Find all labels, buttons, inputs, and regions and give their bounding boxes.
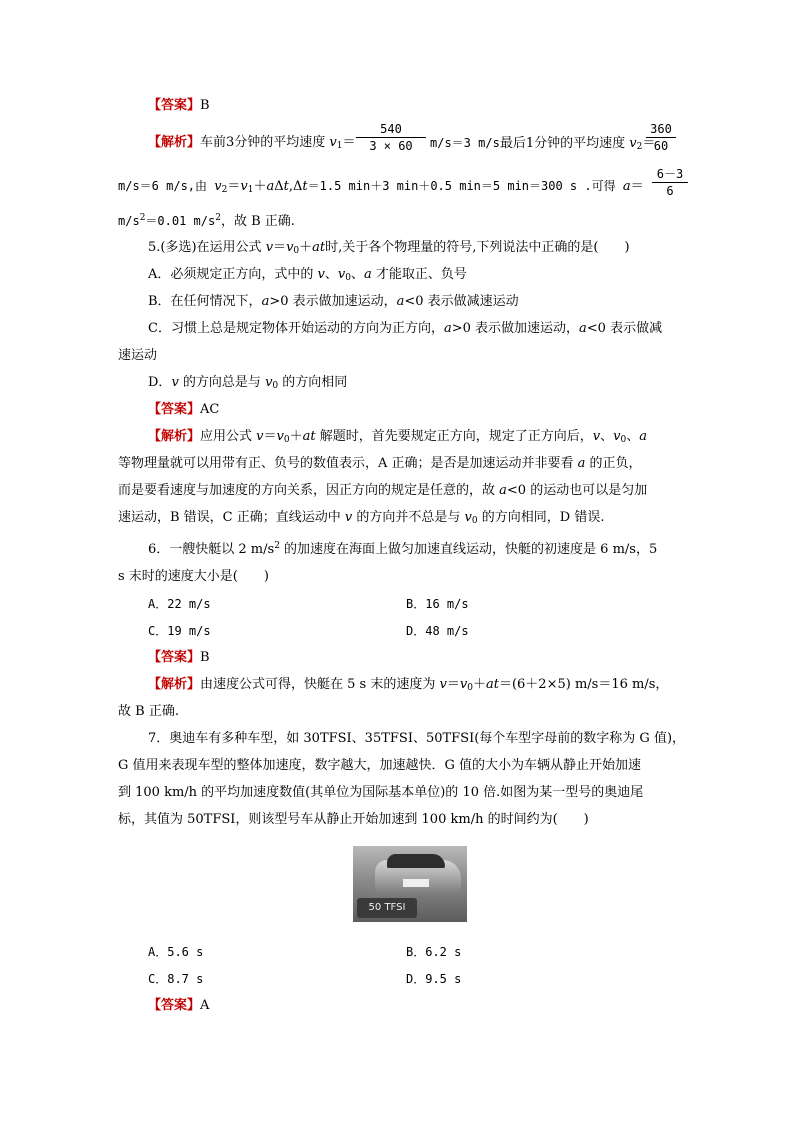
q6-stem-line-1 [148, 541, 657, 559]
var-v: v [265, 240, 274, 255]
text: 最后1分钟的平均速度 [499, 136, 630, 151]
var-a: a [622, 179, 631, 194]
numerator: 6－3 [656, 167, 684, 181]
subscript: 0 [620, 435, 627, 445]
answer-tag: 【答案】 [148, 650, 201, 665]
q6-option-c: C．19 m/s [148, 624, 211, 638]
q5-stem [148, 239, 630, 257]
text: 车前3分钟的平均速度 [200, 135, 330, 150]
text: 的方向相同 [278, 375, 348, 390]
q5-analysis-line-3 [118, 482, 647, 500]
license-plate [403, 879, 429, 887]
text: >0 表示做加速运动， [269, 294, 397, 309]
numerator: 360 [650, 122, 672, 136]
text: ＝ [630, 179, 644, 194]
var-at: at [485, 677, 499, 692]
text: 速运动 [118, 348, 158, 363]
text: 、 [351, 267, 365, 282]
text: ＋ [472, 677, 486, 692]
text: ＋ [253, 179, 267, 194]
var-v: v [344, 510, 353, 525]
text: 、 [626, 429, 640, 444]
text: >0 表示做加速运动， [451, 321, 580, 336]
var-v: v [439, 677, 447, 692]
superscript: 2 [215, 213, 221, 223]
text: m/s [118, 214, 140, 228]
text: ,Δ [288, 179, 303, 194]
q4-analysis-line-3 [118, 212, 295, 230]
var-v: v [317, 267, 325, 282]
subscript: 1 [247, 185, 254, 195]
q4-analysis-line-1b [430, 134, 655, 152]
answer-tag: 【答案】 [148, 402, 201, 417]
text: 解题时，首先要规定正方向，规定了正方向后， [315, 429, 593, 444]
text: 时,关于各个物理量的符号,下列说法中正确的是( ) [325, 240, 630, 255]
var-a: a [499, 483, 507, 498]
text: <0 的运动也可以是匀加 [506, 483, 648, 498]
q7-stem-line-1: 7．奥迪车有多种车型，如 30TFSI、35TFSI、50TFSI(每个车型字母前的数字称为 G 值)， [148, 731, 686, 746]
var-t: t [283, 179, 289, 194]
var-t: t [302, 179, 308, 194]
subscript: 0 [467, 683, 473, 693]
text: 6．一艘快艇以 2 m/s [148, 542, 275, 557]
text: ＝ [446, 677, 460, 692]
text: m/s＝3 m/s [430, 136, 500, 150]
var-v: v [629, 136, 637, 151]
q5-option-a [148, 266, 467, 284]
q7-stem-line-4: 标，其值为 50TFSI，则该型号车从静止开始加速到 100 km/h 的时间约为( ) [118, 812, 589, 827]
text: C．习惯上总是规定物体开始运动的方向为正方向， [148, 321, 444, 336]
q6-option-d: D．48 m/s [406, 624, 469, 638]
q5-analysis-line-2 [118, 455, 642, 473]
var-v: v [592, 429, 601, 444]
q4-analysis-line-2 [118, 177, 644, 195]
var-v: v [171, 375, 179, 390]
denominator: 60 [653, 139, 669, 153]
text: ＝0.01 m/s [145, 214, 216, 228]
var-v: v [464, 510, 472, 525]
q5-option-d [148, 374, 347, 392]
var-at: at [312, 240, 326, 255]
text: 、 [600, 429, 614, 444]
text: 的方向总是与 [178, 375, 266, 390]
text: B．在任何情况下， [148, 294, 262, 309]
analysis-tag: 【解析】 [148, 429, 201, 444]
var-v: v [329, 135, 337, 150]
q7-option-c: C．8.7 s [148, 972, 204, 986]
q5-analysis-line-1 [148, 428, 647, 446]
text: ＝ [227, 179, 241, 194]
subscript: 1 [336, 141, 343, 151]
subscript: 0 [293, 246, 300, 256]
var-v: v [256, 429, 264, 444]
q6-option-b: B．16 m/s [406, 597, 469, 611]
q6-option-a: A．22 m/s [148, 597, 211, 611]
q5-analysis-line-4 [118, 509, 604, 527]
q6-analysis-line-2: 故 B 正确. [118, 704, 179, 719]
text: ＝ [273, 240, 287, 255]
text: 5.(多选)在运用公式 [148, 240, 266, 255]
var-a: a [443, 321, 452, 336]
text: 的方向相同，D 错误. [477, 510, 605, 525]
q5-answer-line [148, 401, 219, 419]
var-v: v [337, 267, 346, 282]
var-a: a [639, 429, 648, 444]
q5-option-c-cont [118, 347, 157, 365]
answer-value: A [200, 998, 210, 1013]
var-a: a [579, 321, 587, 336]
text: 、 [324, 267, 338, 282]
denominator: 6 [666, 184, 674, 198]
subscript: 0 [345, 273, 351, 283]
answer-tag: 【答案】 [148, 98, 201, 113]
subscript: 0 [471, 516, 478, 526]
var-v: v [613, 429, 621, 444]
text: s 末时的速度大小是( ) [118, 569, 269, 584]
q4-analysis-line-1 [148, 134, 356, 152]
tfsi-badge: 50 TFSI [357, 898, 417, 918]
numerator: 540 [380, 122, 402, 136]
q6-answer-line [148, 649, 210, 667]
analysis-tag: 【解析】 [148, 135, 201, 150]
audi-rear-photo [353, 846, 467, 922]
subscript: 0 [283, 435, 290, 445]
superscript: 2 [274, 541, 280, 551]
answer-value: AC [200, 402, 220, 417]
text: m/s＝6 m/s,由 [118, 179, 215, 193]
subscript: 0 [272, 381, 279, 391]
var-a: a [266, 179, 275, 194]
q7-stem-line-2: G 值用来表现车型的整体加速度，数字越大，加速越快．G 值的大小为车辆从静止开始加速 [118, 758, 642, 773]
var-v: v [214, 179, 222, 194]
q7-answer-line [148, 997, 209, 1015]
text: 而是要看速度与加速度的方向关系，因正方向的规定是任意的，故 [118, 483, 500, 498]
var-a: a [396, 294, 405, 309]
superscript: 2 [139, 213, 146, 223]
var-a: a [261, 294, 270, 309]
text: 由速度公式可得，快艇在 5 s 末的速度为 [200, 677, 440, 692]
text: ＋ [299, 240, 313, 255]
text: 的加速度在海面上做匀加速直线运动，快艇的初速度是 6 m/s，5 [279, 542, 658, 557]
q6-stem-line-2 [118, 568, 269, 586]
text: <0 表示做减 [586, 321, 663, 336]
text: A．必须规定正方向，式中的 [148, 267, 318, 282]
answer-value: B [200, 98, 210, 113]
var-v: v [276, 429, 284, 444]
text: ＝(6＋2×5) m/s＝16 m/s， [498, 677, 669, 692]
q6-analysis-line-1 [148, 676, 668, 694]
text: ＝1.5 min＋3 min＋0.5 min＝5 min＝300 s .可得 [307, 179, 623, 193]
var-v: v [286, 240, 294, 255]
answer-value: B [200, 650, 210, 665]
text: <0 表示做减速运动 [404, 294, 519, 309]
text: 才能取正、负号 [371, 267, 467, 282]
denominator: 3 × 60 [369, 139, 413, 153]
text: 的正负， [585, 456, 642, 471]
text: ，故 B 正确. [220, 214, 295, 229]
fraction-360-over-60 [646, 121, 676, 154]
text: D． [148, 375, 172, 390]
answer-tag: 【答案】 [148, 998, 201, 1013]
text: ＝ [342, 135, 356, 150]
text: 等物理量就可以用带有正、负号的数值表示，A 正确；是否是加速运动并非要看 [118, 456, 578, 471]
q4-answer-line [148, 97, 210, 115]
var-v: v [265, 375, 273, 390]
subscript: 2 [221, 185, 228, 195]
analysis-tag: 【解析】 [148, 677, 201, 692]
text: 速运动，B 错误，C 正确；直线运动中 [118, 510, 345, 525]
var-at: at [302, 429, 316, 444]
text: ＝ [263, 429, 277, 444]
fraction-540-over-180 [356, 121, 426, 154]
subscript: 2 [636, 142, 643, 152]
q5-option-b [148, 293, 519, 311]
var-a: a [364, 267, 372, 282]
text: ＋ [289, 429, 303, 444]
text: 的方向并不总是与 [352, 510, 465, 525]
q7-option-b: B．6.2 s [406, 945, 462, 959]
var-v: v [240, 179, 248, 194]
text: 应用公式 [200, 429, 257, 444]
text: ＝ [642, 136, 656, 151]
var-a: a [577, 456, 586, 471]
car-window [387, 854, 445, 868]
var-v: v [459, 677, 468, 692]
fraction-3-over-6 [652, 166, 688, 199]
text: Δ [274, 179, 284, 194]
q7-option-a: A．5.6 s [148, 945, 204, 959]
q7-option-d: D．9.5 s [406, 972, 462, 986]
q7-stem-line-3: 到 100 km/h 的平均加速度数值(其单位为国际基本单位)的 10 倍.如图为某一型号的奥迪尾 [118, 785, 644, 800]
q5-option-c [148, 320, 662, 338]
